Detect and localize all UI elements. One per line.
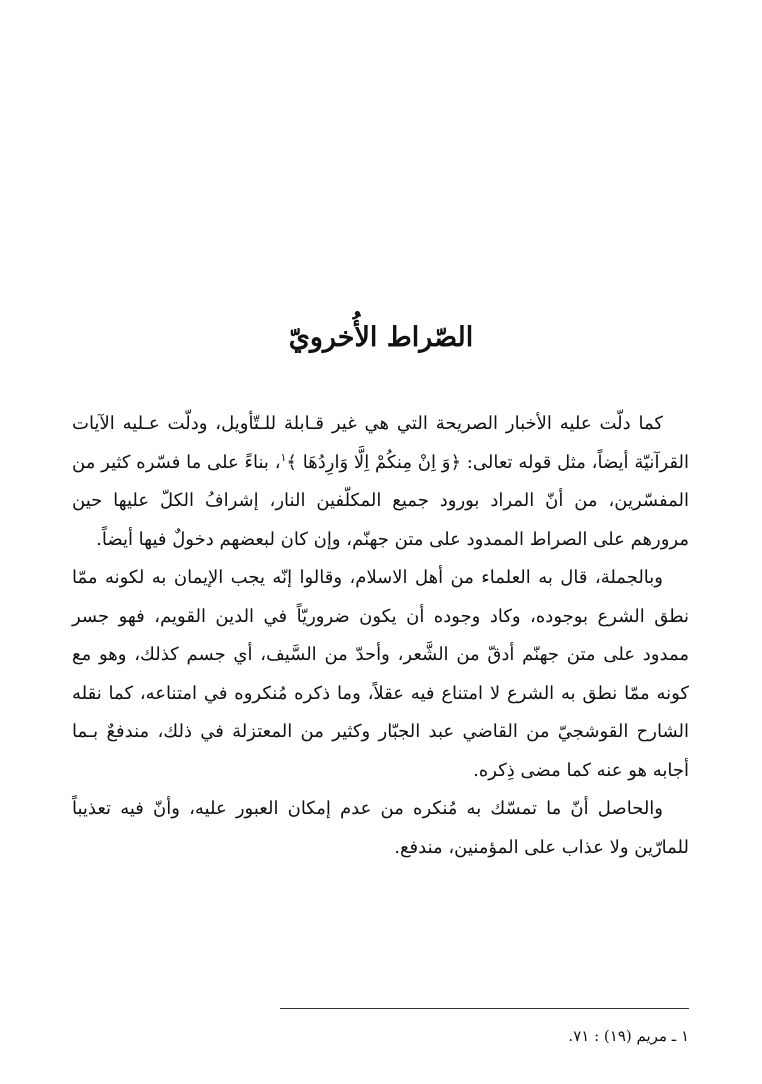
page-title: الصّراط الأُخرويّ [288, 322, 474, 353]
footnote-reference: ١ [280, 450, 287, 464]
footnote: ١ ـ مريم (١٩) : ٧١. [568, 1027, 689, 1045]
quran-verse: ﴿وَ اِنْ مِنكُمْ اِلَّا وَارِدُهَا ﴾ [286, 451, 462, 473]
paragraph-2: وبالجملة، قال به العلماء من أهل الاسلام، وقالوا إنّه يجب الإيمان به لكونه ممّا نطق الشرع بوجوده، وكاد وجوده أن يكون ضروريّاً في الدين القويم، فهو جسر ممدود على متن جهنّم أدقّ من الشَّعر، وأحدّ من السَّيف، أي جسم كذلك، وهو مع كونه ممّا نطق به الشرع لا امتناع فيه عقلاً، وما ذكره مُنكروه في امتناعه، كما نقله الشارح القوشجيّ من القاضي عبد الجبّار وكثير من المعتزلة في ذلك، مندفعٌ بـما أجابه هو عنه كما مضى ذِكره. [72, 567, 689, 781]
body-text [72, 405, 689, 867]
paragraph-3: والحاصل أنّ ما تمسّك به مُنكره من عدم إمكان العبور عليه، وأنّ فيه تعذيباً للمارّين ولا عذاب على المؤمنين، مندفع. [72, 798, 689, 858]
paragraph-1-part-2: ، بناءً على ما فسّره كثير من المفسّرين، من أنّ المراد بورود جميع المكلّفين النار، إشرافُ الكلّ عليها حين مرورهم على الصراط الممدود على متن جهنّم، وإن كان لبعضهم دخولٌ فيها أيضاً. [72, 451, 689, 550]
paragraph-1-part-1: كما دلّت عليه الأخبار الصريحة التي هي غير قـابلة للـتّأويل، ودلّت عـليه الآيات القرآنيّة أيضاً، مثل قوله تعالى: [72, 413, 689, 473]
paragraph-1 [72, 405, 689, 559]
footnote-divider [280, 1008, 689, 1009]
